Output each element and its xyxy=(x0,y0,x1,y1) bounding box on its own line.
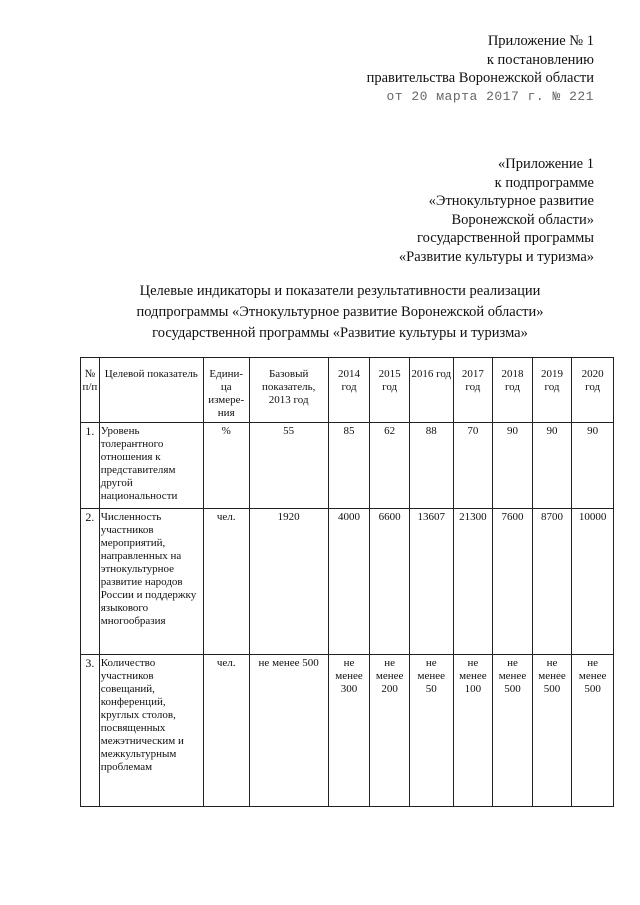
table-row xyxy=(81,423,614,509)
appendix-line-6: «Развитие культуры и туризма» xyxy=(398,248,594,265)
title-line-2: подпрограммы «Этнокультурное развитие Воронежской области» xyxy=(136,304,544,320)
header-2018: 2018 год xyxy=(493,358,533,423)
row-2016: 13607 xyxy=(409,509,453,655)
row-2014: 85 xyxy=(328,423,370,509)
header-2015: 2015 год xyxy=(370,358,410,423)
title-line-3: государственной программы «Развитие культуры и туризма» xyxy=(152,325,528,341)
date-stamp: от 20 марта 2017 г. № 221 xyxy=(386,88,594,104)
header-2017: 2017 год xyxy=(453,358,493,423)
row-num: 1. xyxy=(81,423,100,509)
appendix-line-3: «Этнокультурное развитие xyxy=(428,193,594,209)
appendix-line-5: государственной программы xyxy=(417,230,594,246)
header-line-3: правительства Воронежской области xyxy=(366,70,594,86)
row-2017: не менее 100 xyxy=(453,655,493,807)
row-2015: 6600 xyxy=(370,509,410,655)
row-2016: не менее 50 xyxy=(409,655,453,807)
header-unit: Едини-ца измере-ния xyxy=(203,358,249,423)
row-2018: 90 xyxy=(493,423,533,509)
row-2018: не менее 500 xyxy=(493,655,533,807)
table-row xyxy=(81,655,614,807)
header-line-2: к постановлению xyxy=(486,51,594,68)
decree-header xyxy=(367,32,594,106)
row-2014: не менее 300 xyxy=(328,655,370,807)
row-2016: 88 xyxy=(409,423,453,509)
header-indicator: Целевой показатель xyxy=(99,358,203,423)
appendix-line-1: «Приложение 1 xyxy=(498,156,594,172)
title-line-1: Целевые индикаторы и показатели результативности реализации xyxy=(139,283,541,299)
row-unit: чел. xyxy=(203,509,249,655)
header-2020: 2020 год xyxy=(572,358,614,423)
appendix-line-4: Воронежской области» xyxy=(451,211,594,228)
row-base: 1920 xyxy=(249,509,328,655)
row-2019: 90 xyxy=(532,423,572,509)
row-indicator: Численность участников мероприятий, направленных на этнокультурное развитие народов России и поддержку языкового многообразия xyxy=(99,509,203,655)
header-2019: 2019 год xyxy=(532,358,572,423)
row-unit: чел. xyxy=(203,655,249,807)
row-2020: 10000 xyxy=(572,509,614,655)
row-indicator: Уровень толерантного отношения к представителям другой национальности xyxy=(99,423,203,509)
row-num: 2. xyxy=(81,509,100,655)
row-2017: 21300 xyxy=(453,509,493,655)
header-num: № п/п xyxy=(81,358,100,423)
indicators-table xyxy=(80,357,614,807)
row-base: 55 xyxy=(249,423,328,509)
row-2014: 4000 xyxy=(328,509,370,655)
row-2017: 70 xyxy=(453,423,493,509)
appendix-header xyxy=(399,155,594,266)
table-header-row xyxy=(81,358,614,423)
header-2016: 2016 год xyxy=(409,358,453,423)
document-title xyxy=(60,281,620,344)
header-line-1: Приложение № 1 xyxy=(487,33,594,49)
row-2020: 90 xyxy=(572,423,614,509)
header-base: Базовый показатель, 2013 год xyxy=(249,358,328,423)
row-num: 3. xyxy=(81,655,100,807)
appendix-line-2: к подпрограмме xyxy=(494,174,594,191)
row-2019: 8700 xyxy=(532,509,572,655)
row-2020: не менее 500 xyxy=(572,655,614,807)
row-2019: не менее 500 xyxy=(532,655,572,807)
row-base: не менее 500 xyxy=(249,655,328,807)
header-2014: 2014 год xyxy=(328,358,370,423)
table-row xyxy=(81,509,614,655)
row-2015: не менее 200 xyxy=(370,655,410,807)
row-unit: % xyxy=(203,423,249,509)
row-indicator: Количество участников совещаний, конференций, круглых столов, посвященных межэтническим и межкультурным проблемам xyxy=(99,655,203,807)
row-2018: 7600 xyxy=(493,509,533,655)
row-2015: 62 xyxy=(370,423,410,509)
